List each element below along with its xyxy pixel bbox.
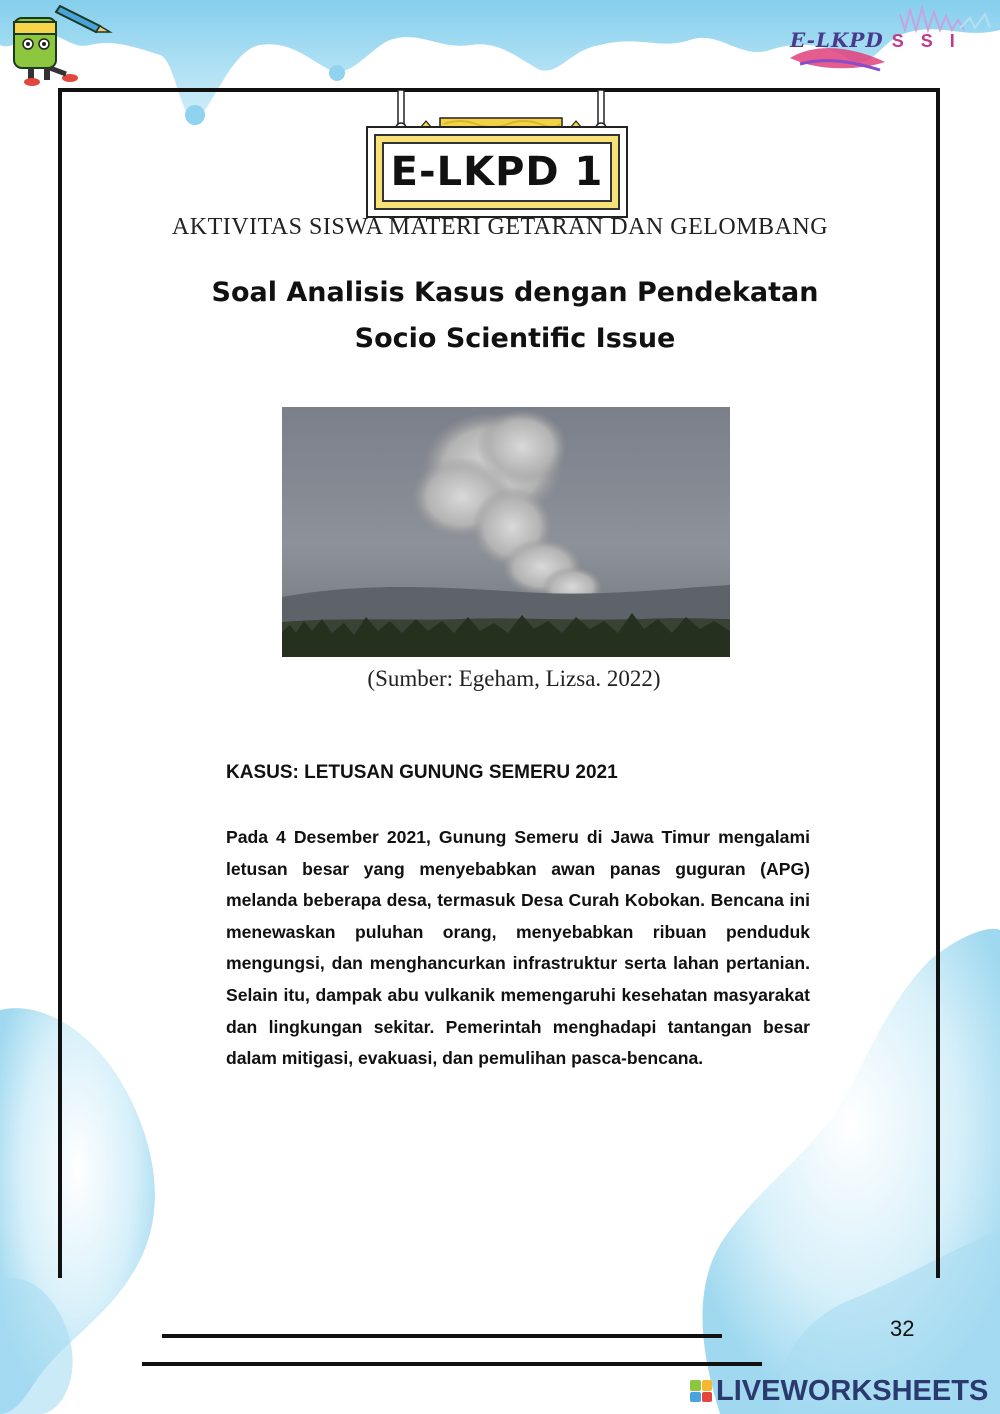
plaque-title: E-LKPD 1 xyxy=(390,149,604,195)
title-plaque xyxy=(360,90,640,220)
heading-line-2: Socio Scientific Issue xyxy=(354,323,676,354)
brand-logo-text: E-LKPD xyxy=(790,28,884,52)
section-heading xyxy=(150,270,880,362)
footer-divider-top xyxy=(162,1334,722,1338)
footer-divider-bottom xyxy=(142,1362,762,1366)
heading-line-1: Soal Analisis Kasus dengan Pendekatan xyxy=(211,277,819,308)
case-body: Pada 4 Desember 2021, Gunung Semeru di Jawa Timur mengalami letusan besar yang menyebabkan awan panas guguran (APG) melanda beberapa desa, termasuk Desa Curah Kobokan. Bencana ini menewaskan puluhan orang, menyebabkan ribuan penduduk mengungsi, dan menghancurkan infrastruktur serta lahan pertanian. Selain itu, dampak abu vulkanik memengaruhi kesehatan masyarakat dan lingkungan sekitar. Pemerintah menghadapi tantangan besar dalam mitigasi, evakuasi, dan pemulihan pasca-bencana. xyxy=(226,827,810,1069)
page-subtitle: AKTIVITAS SISWA MATERI GETARAN DAN GELOMBANG xyxy=(171,214,829,240)
photo-caption: (Sumber: Egeham, Lizsa. 2022) xyxy=(367,666,661,691)
brand-suffix: S S I xyxy=(891,31,961,51)
page-number: 32 xyxy=(890,1316,915,1341)
volcano-eruption-photo xyxy=(282,407,730,657)
liveworksheets-logo-icon xyxy=(690,1380,712,1402)
case-title: KASUS: LETUSAN GUNUNG SEMERU 2021 xyxy=(226,762,618,783)
watermark-text: LIVEWORKSHEETS xyxy=(716,1374,989,1407)
brand-logo xyxy=(790,28,961,52)
liveworksheets-watermark xyxy=(690,1374,988,1408)
